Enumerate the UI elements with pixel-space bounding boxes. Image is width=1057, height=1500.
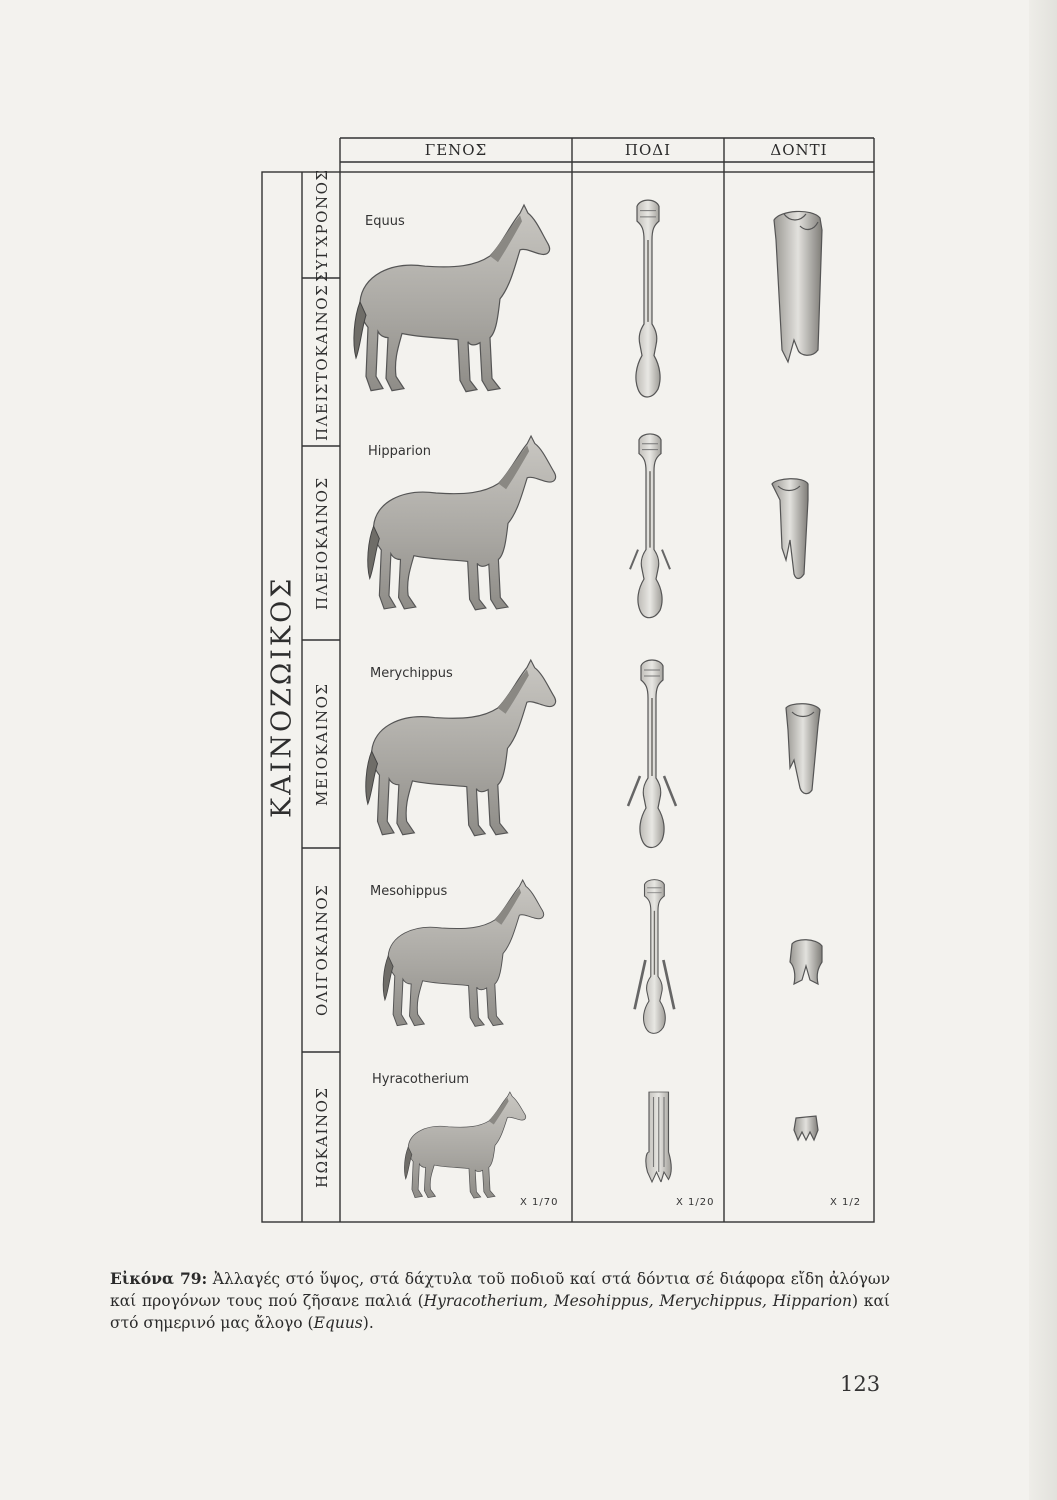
epoch-label: ΠΛΕΙΟΚΑΙΝΟΣ (313, 476, 331, 610)
scale-genus: X 1/70 (520, 1197, 559, 1208)
epoch-label: ΣΥΓΧΡΟΝΟΣ (313, 168, 331, 282)
genus-label: Equus (365, 214, 405, 229)
horse-hipparion (368, 436, 556, 610)
figure-caption (110, 1268, 890, 1334)
foot-merychippus (628, 660, 676, 848)
genus-label: Mesohippus (370, 884, 448, 899)
tooth-merychippus (786, 704, 820, 794)
caption-modern-horse: Equus (313, 1314, 363, 1332)
foot-hyracotherium (646, 1092, 671, 1182)
tooth-hipparion (772, 479, 808, 579)
caption-label: Εἰκόνα 79: (110, 1269, 208, 1288)
header-genus: ΓΕΝΟΣ (424, 141, 488, 159)
epoch-label: ΜΕΙΟΚΑΙΝΟΣ (313, 682, 331, 806)
header-tooth: ΔΟΝΤΙ (770, 141, 828, 159)
horse-mesohippus (383, 880, 543, 1026)
genus-label: Merychippus (370, 666, 453, 681)
era-label: ΚΑΙΝΟΖΩΙΚΟΣ (266, 575, 298, 819)
foot-equus (636, 200, 660, 397)
tooth-hyracotherium (794, 1116, 818, 1140)
genus-label: Hyracotherium (372, 1072, 470, 1087)
page-number: 123 (840, 1372, 881, 1396)
tooth-equus (774, 211, 822, 362)
genus-label: Hipparion (368, 444, 432, 459)
scale-foot: X 1/20 (676, 1197, 715, 1208)
horse-hyracotherium (404, 1092, 525, 1198)
horse-merychippus (366, 660, 556, 836)
epoch-label: ΟΛΙΓΟΚΑΙΝΟΣ (313, 883, 331, 1017)
foot-mesohippus (635, 880, 675, 1034)
epoch-label: ΠΛΕΙΣΤΟΚΑΙΝΟΣ (313, 283, 331, 441)
scale-tooth: X 1/2 (830, 1197, 862, 1208)
caption-text: ) καί στό σημερινό μας ἄλογο ( (110, 1292, 890, 1332)
caption-text: Ἀλλαγές στό ὕψος, στά δάχτυλα τοῦ ποδιοῦ καί στά δόντια σέ διάφορα εἴδη ἀλόγων καί προγόνων τους πού ζῆσανε παλιά ( (110, 1270, 890, 1310)
caption-genera: Hyracotherium, Mesohippus, Merychippus, Hipparion (423, 1292, 852, 1310)
tooth-mesohippus (790, 940, 822, 984)
foot-hipparion (630, 434, 670, 618)
header-foot: ΠΟΔΙ (624, 141, 672, 159)
caption-text: ). (362, 1314, 374, 1332)
horse-equus (354, 205, 550, 392)
epoch-label: ΗΩΚΑΙΝΟΣ (313, 1086, 331, 1188)
